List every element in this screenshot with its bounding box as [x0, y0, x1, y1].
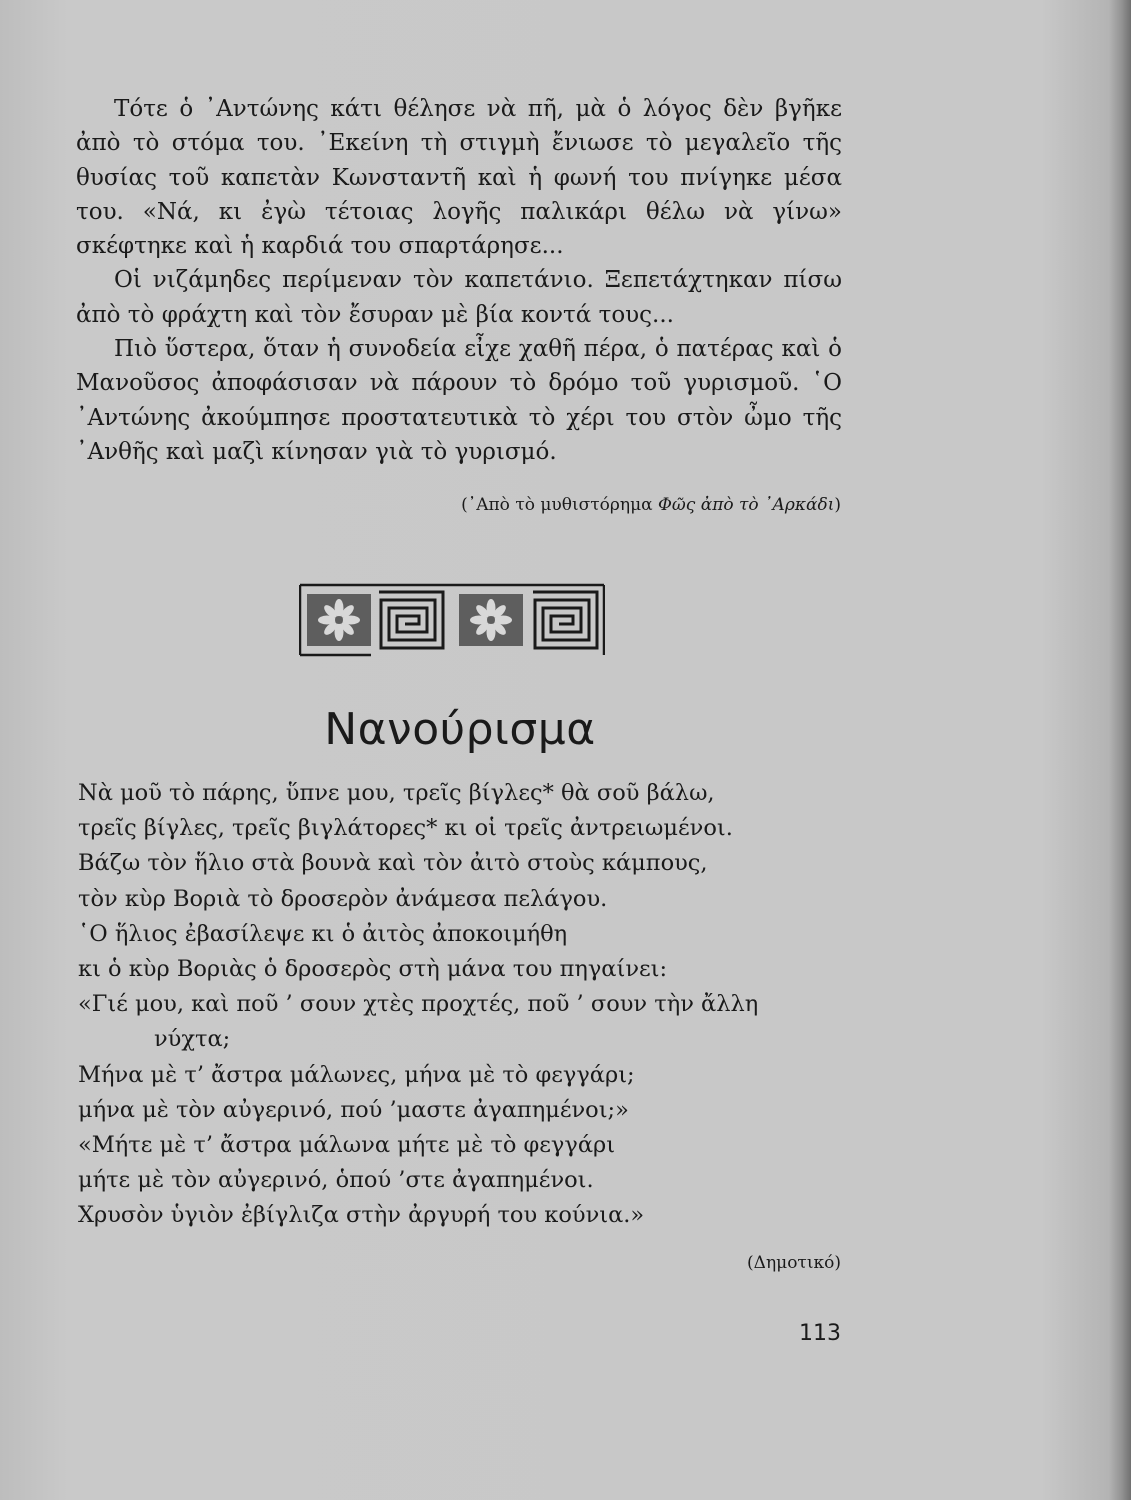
poem-line: Χρυσὸν ὑγιὸν ἐβίγλιζα στὴν ἀργυρή του κούνια.»: [78, 1202, 645, 1229]
prose-source-citation: [461, 493, 841, 517]
poem-line-continuation: νύχτα;: [154, 1026, 231, 1053]
poem-line: μήνα μὲ τὸν αὐγερινό, πού ’μαστε ἀγαπημένοι;»: [78, 1096, 629, 1123]
greek-key-ornament: [299, 582, 605, 658]
source-suffix: ): [834, 495, 841, 515]
poem-line: τὸν κὺρ Βοριὰ τὸ δροσερὸν ἀνάμεσα πελάγου.: [78, 885, 608, 912]
source-prefix: (᾿Απὸ τὸ μυθιστόρημα: [461, 495, 658, 515]
paragraph-1: Τότε ὁ ᾿Αντώνης κάτι θέλησε νὰ πῆ, μὰ ὁ λόγος δὲν βγῆκε ἀπὸ τὸ στόμα του. ᾿Εκείνη τὴ στιγμὴ ἔνιωσε τὸ μεγαλεῖο τῆς θυσίας τοῦ καπετὰν Κωνσταντῆ καὶ ἡ φωνή του πνίγηκε μέσα του. «Νά, κι ἐγὼ τέτοιας λογῆς παλικάρι θέλω νὰ γίνω» σκέφτηκε καὶ ἡ καρδιά του σπαρτάρησε...: [76, 96, 842, 260]
source-novel-title: Φῶς ἀπὸ τὸ ᾿Αρκάδι: [658, 495, 835, 515]
paragraph-2: Οἱ νιζάμηδες περίμεναν τὸν καπετάνιο. Ξεπετάχτηκαν πίσω ἀπὸ τὸ φράχτη καὶ τὸν ἔσυραν μὲ βία κοντά τους...: [76, 267, 842, 328]
flower-tile-icon: [307, 594, 371, 646]
poem-source-citation: (Δημοτικό): [747, 1253, 841, 1273]
poem-line: Βάζω τὸν ἥλιο στὰ βουνὰ καὶ τὸν ἀιτὸ στοὺς κάμπους,: [78, 850, 708, 877]
meander-spiral-icon: [533, 592, 597, 648]
poem-line: «Γιέ μου, καὶ ποῦ ’ σουν χτὲς προχτές, ποῦ ’ σουν τὴν ἄλλη: [78, 991, 759, 1018]
page-number: 113: [799, 1321, 841, 1346]
poem-line: τρεῖς βίγλες, τρεῖς βιγλάτορες* κι οἱ τρεῖς ἀντρειωμένοι.: [78, 815, 733, 842]
meander-spiral-icon: [379, 592, 443, 648]
poem-line: «Μήτε μὲ τ’ ἄστρα μάλωνα μήτε μὲ τὸ φεγγάρι: [78, 1132, 616, 1159]
poem-body: [78, 776, 848, 1234]
poem-line: κι ὁ κὺρ Βοριὰς ὁ δροσερὸς στὴ μάνα του πηγαίνει:: [78, 956, 668, 983]
poem-line: Νὰ μοῦ τὸ πάρης, ὕπνε μου, τρεῖς βίγλες* θὰ σοῦ βάλω,: [78, 780, 715, 806]
poem-title: Νανούρισμα: [324, 704, 596, 755]
prose-excerpt: [76, 92, 842, 469]
page-edge-shadow: [1109, 0, 1131, 1500]
poem-line: Μήνα μὲ τ’ ἄστρα μάλωνες, μήνα μὲ τὸ φεγγάρι;: [78, 1061, 635, 1088]
flower-tile-icon: [459, 594, 523, 646]
poem-line: μήτε μὲ τὸν αὐγερινό, ὁπού ’στε ἀγαπημένοι.: [78, 1167, 594, 1194]
paragraph-3: Πιὸ ὕστερα, ὅταν ἡ συνοδεία εἶχε χαθῆ πέρα, ὁ πατέρας καὶ ὁ Μανοῦσος ἀποφάσισαν νὰ πάρουν τὸ δρόμο τοῦ γυρισμοῦ. ῾Ο ᾿Αντώνης ἀκούμπησε προστατευτικὰ τὸ χέρι του στὸν ὦμο τῆς ᾿Ανθῆς καὶ μαζὶ κίνησαν γιὰ τὸ γυρισμό.: [76, 336, 842, 465]
poem-line: ῾Ο ἥλιος ἐβασίλεψε κι ὁ ἀιτὸς ἀποκοιμήθη: [78, 920, 568, 947]
